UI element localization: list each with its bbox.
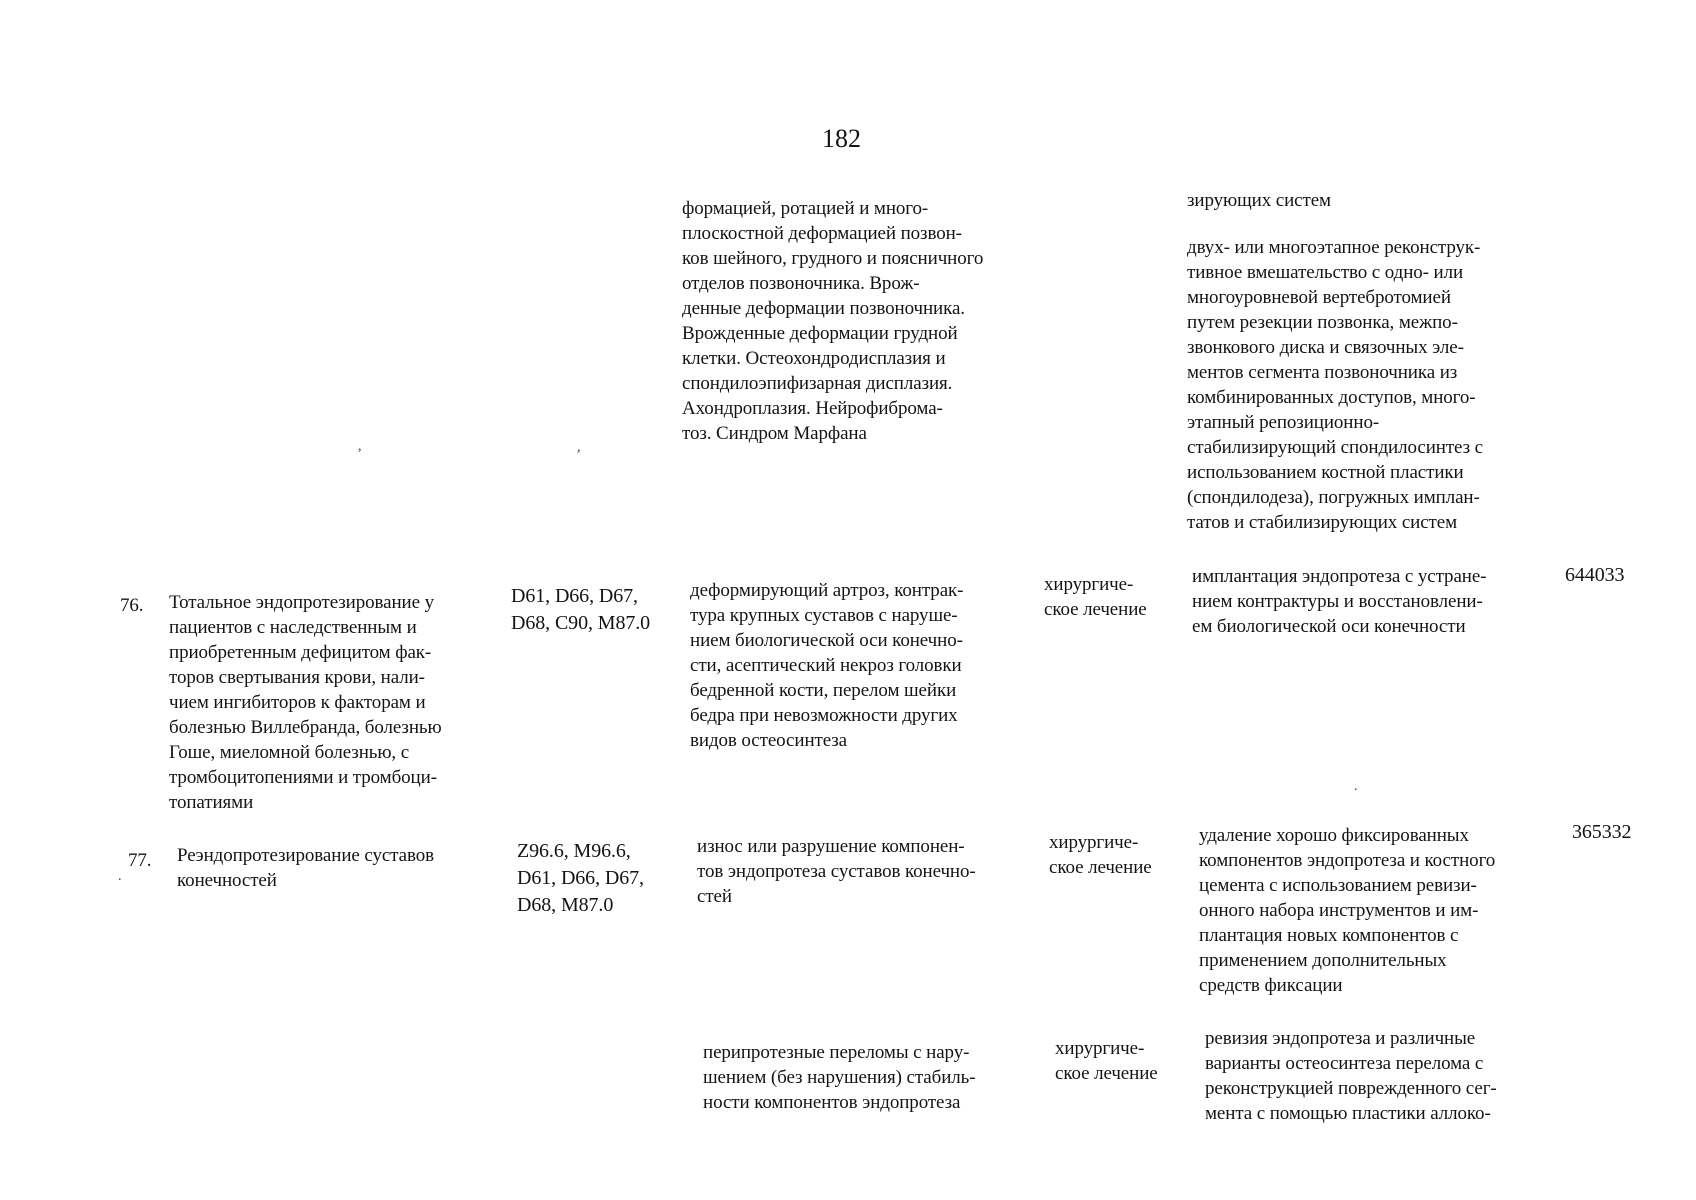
row-number: 76. (120, 595, 144, 616)
row-cost: 644033 (1565, 564, 1625, 586)
row-codes: D61, D66, D67, D68, C90, M87.0 (511, 585, 651, 634)
scan-speck: , (577, 440, 581, 455)
row-condition: перипротезные переломы с нару- шением (без нарушения) стабиль- ности компонентов эндопротеза (703, 1042, 976, 1113)
row-method: удаление хорошо фиксированных компонентов эндопротеза и костного цемента с использованием ревизи- онного набора инструментов и им- плантация новых компонентов с применением дополнительных средств фиксации (1199, 825, 1496, 996)
row-treatment: хирургиче- ское лечение (1049, 832, 1152, 878)
row-cost: 365332 (1572, 821, 1632, 843)
row-treatment: хирургиче- ское лечение (1044, 574, 1147, 620)
continuation-method-cell: двух- или многоэтапное реконструк- тивное вмешательство с одно- или многоуровневой вертебротомией путем резекции позвонка, межпо- звонкового диска и связочных эле- ментов сегмента позвоночника из комбинированных доступов, много- этапный репозиционно- стабилизирующий спондилосинтез с использованием костной пластики (спондилодеза), погружных имплан- татов и стабилизирующих систем (1187, 237, 1484, 533)
row-method: имплантация эндопротеза с устране- нием контрактуры и восстановлени- ем биологической оси конечности (1192, 566, 1487, 637)
row-condition: износ или разрушение компонен- тов эндопротеза суставов конечно- стей (697, 836, 976, 907)
continuation-method-top-cell: зирующих систем (1187, 190, 1331, 211)
row-treatment: хирургиче- ское лечение (1055, 1038, 1158, 1084)
continuation-condition-cell: формацией, ротацией и много- плоскостной деформацией позвон- ков шейного, грудного и поясничного отделов позвоночника. Врож- денные деформации позвоночника. Врожденные деформации грудной клетки. Остеохондродисплазия и спондилоэпифизарная дисплазия. Ахондроплазия. Нейрофиброма- тоз. Синдром Марфана (682, 198, 984, 444)
scan-speck: . (1354, 779, 1358, 794)
scan-speck: , (358, 439, 362, 454)
row-codes: Z96.6, M96.6, D61, D66, D67, D68, M87.0 (517, 840, 644, 916)
row-condition: деформирующий артроз, контрак- тура крупных суставов с наруше- нием биологической оси конечно- сти, асептический некроз головки бедренной кости, перелом шейки бедра при невозможности других видов остеосинтеза (690, 580, 964, 751)
row-name: Тотальное эндопротезирование у пациентов с наследственным и приобретенным дефицитом фак- торов свертывания крови, нали- чием ингибиторов к факторам и болезнью Виллебранда, болезнью Гоше, миеломной болезнью, с тромбоцитопениями и тромбоци- топатиями (169, 592, 442, 813)
row-number: 77. (128, 850, 152, 871)
page-number: 182 (822, 124, 861, 153)
row-name: Реэндопротезирование суставов конечностей (177, 845, 434, 891)
row-method: ревизия эндопротеза и различные варианты остеосинтеза перелома с реконструкцией поврежденного сег- мента с помощью пластики аллоко- (1205, 1028, 1497, 1124)
scan-speck: . (118, 869, 122, 884)
